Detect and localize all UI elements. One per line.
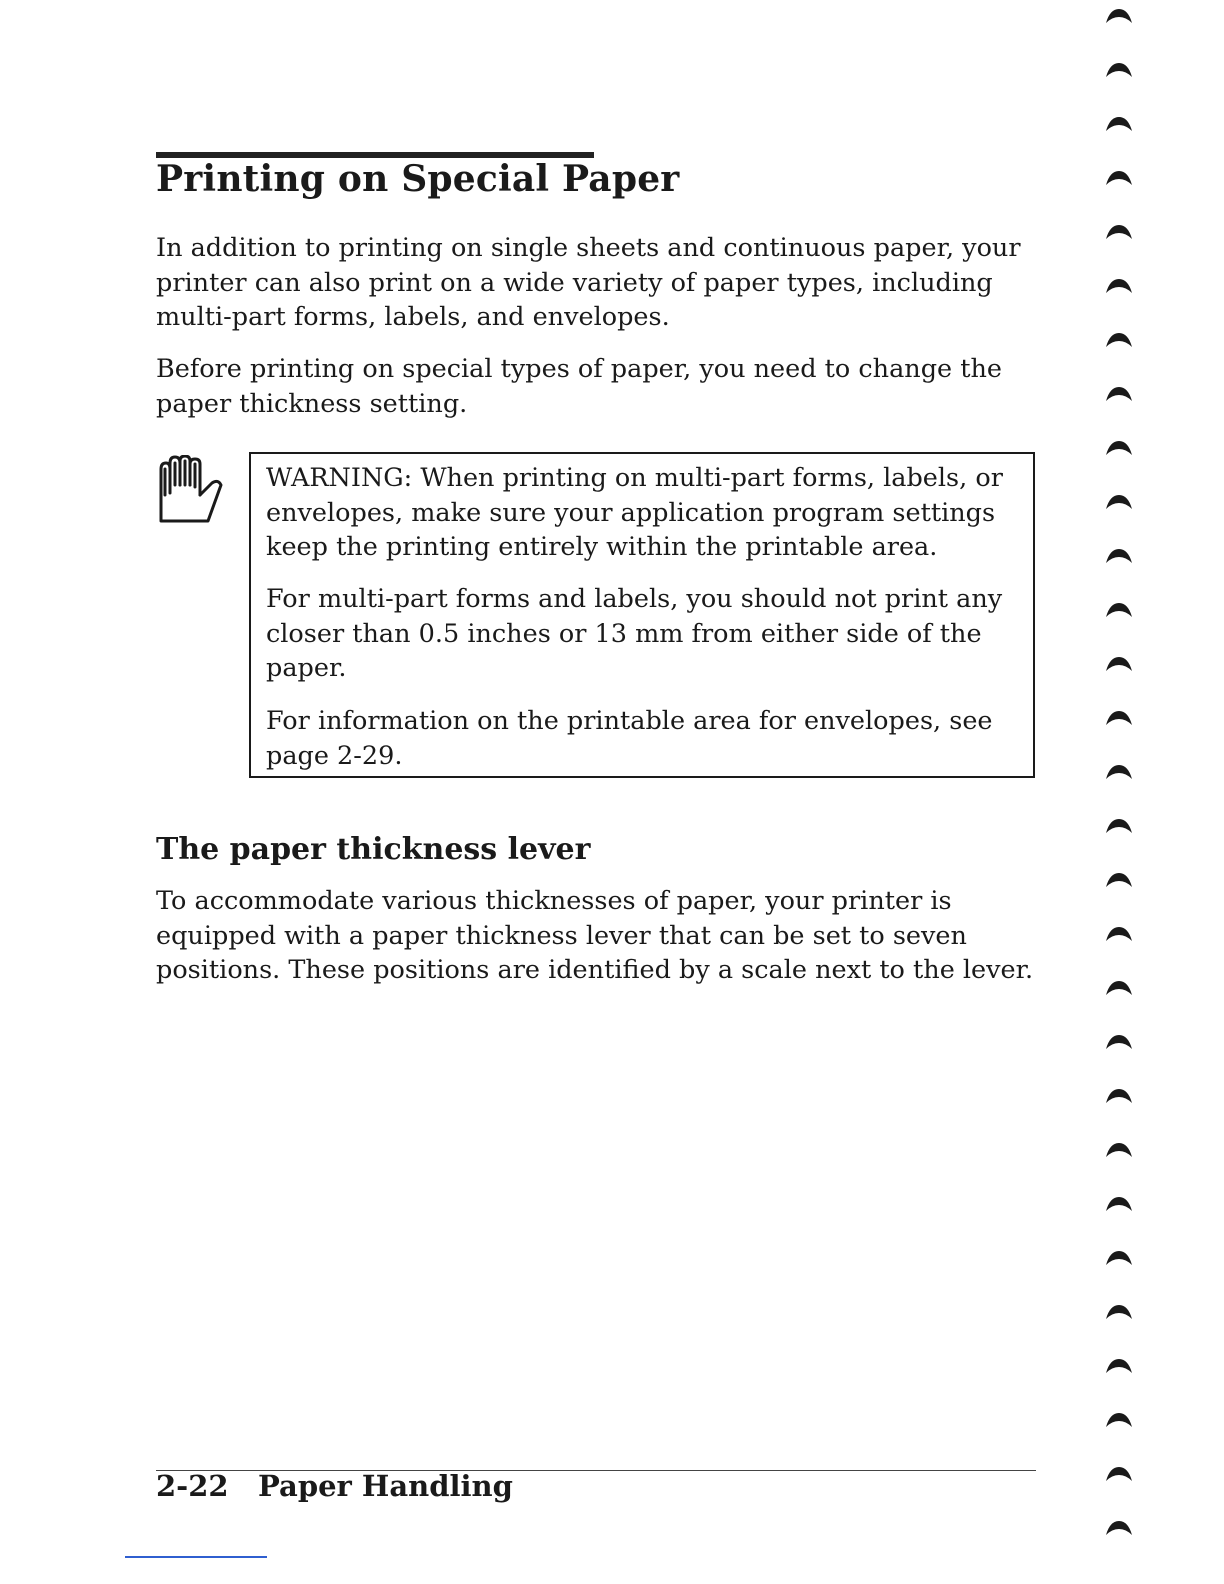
intro-paragraph: In addition to printing on single sheets and continuous paper, your printer can also print on a wide variety of paper types, including multi-part forms, labels, and envelopes. (156, 233, 1021, 332)
binding-holes (1100, 0, 1140, 1584)
binding-hole (1104, 1464, 1134, 1484)
binding-hole (1104, 1518, 1134, 1538)
binding-hole (1104, 546, 1134, 566)
warning-margin-paragraph: For multi-part forms and labels, you should not print any closer than 0.5 inches or 13 mm from either side of the paper. (266, 584, 1003, 683)
binding-hole (1104, 1356, 1134, 1376)
binding-hole (1104, 438, 1134, 458)
page-title: Printing on Special Paper (156, 158, 680, 200)
binding-hole (1104, 492, 1134, 512)
warning-text: When printing on multi-part forms, labels, or envelopes, make sure your application program settings keep the printing entirely within the printable area. (266, 463, 1003, 562)
binding-hole (1104, 870, 1134, 890)
warning-label: WARNING: (266, 463, 413, 493)
page-footer (156, 1469, 513, 1503)
binding-hole (1104, 762, 1134, 782)
warning-paragraph (266, 461, 1026, 565)
binding-hole (1104, 816, 1134, 836)
binding-hole (1104, 1248, 1134, 1268)
warning-box (249, 452, 1035, 778)
binding-hole (1104, 978, 1134, 998)
chapter-title: Paper Handling (258, 1469, 513, 1503)
scan-edge-mark (125, 1556, 267, 1558)
hand-stop-icon (158, 455, 224, 525)
binding-hole (1104, 330, 1134, 350)
binding-hole (1104, 114, 1134, 134)
binding-hole (1104, 60, 1134, 80)
section-heading: The paper thickness lever (156, 832, 591, 867)
before-paragraph: Before printing on special types of paper, you need to change the paper thickness setting. (156, 354, 1002, 419)
binding-hole (1104, 6, 1134, 26)
binding-hole (1104, 600, 1134, 620)
binding-hole (1104, 654, 1134, 674)
binding-hole (1104, 708, 1134, 728)
lever-paragraph: To accommodate various thicknesses of paper, your printer is equipped with a paper thickness lever that can be set to seven positions. These positions are identified by a scale next to the lever. (156, 886, 1034, 985)
warning-envelope-paragraph: For information on the printable area for envelopes, see page 2-29. (266, 706, 993, 771)
binding-hole (1104, 384, 1134, 404)
page-number: 2-22 (156, 1469, 229, 1503)
binding-hole (1104, 924, 1134, 944)
binding-hole (1104, 1032, 1134, 1052)
binding-hole (1104, 222, 1134, 242)
binding-hole (1104, 1302, 1134, 1322)
binding-hole (1104, 168, 1134, 188)
binding-hole (1104, 1194, 1134, 1214)
binding-hole (1104, 1086, 1134, 1106)
binding-hole (1104, 276, 1134, 296)
binding-hole (1104, 1410, 1134, 1430)
binding-hole (1104, 1140, 1134, 1160)
